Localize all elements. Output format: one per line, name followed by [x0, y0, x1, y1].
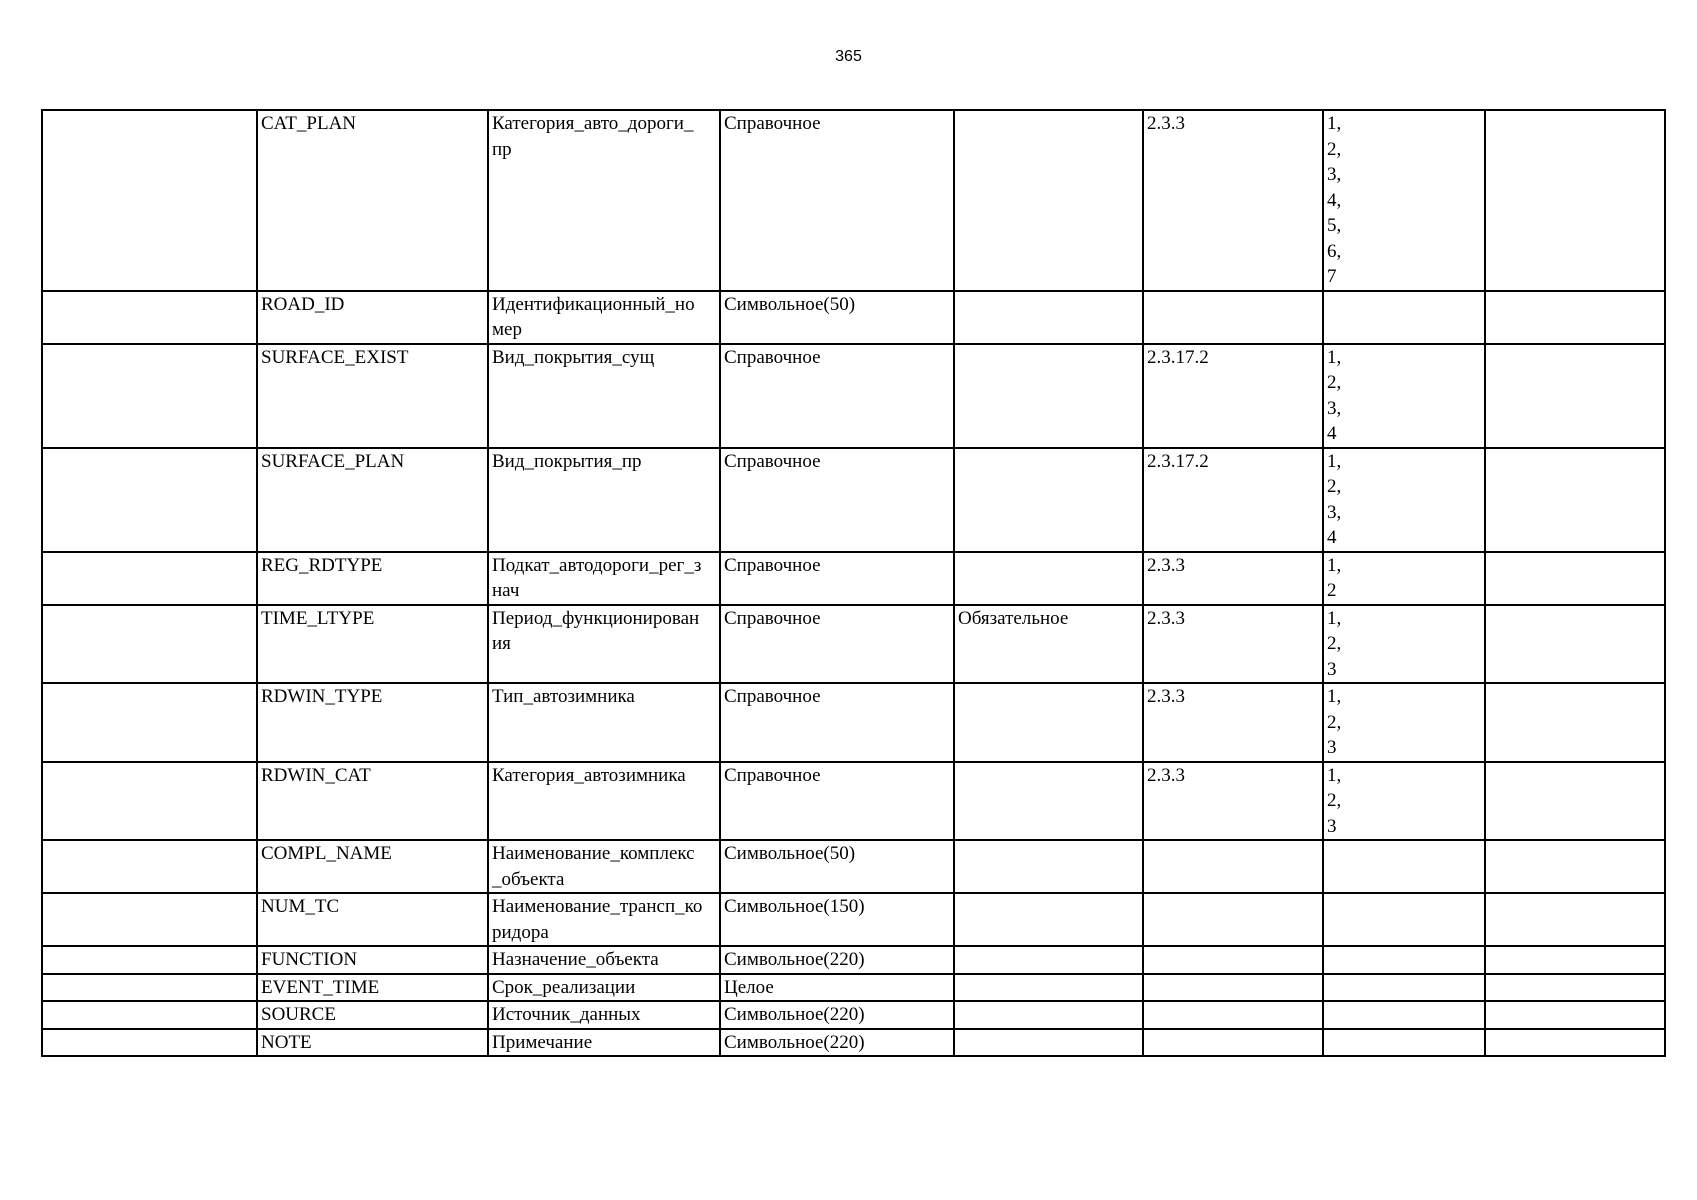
field-type-cell: Справочное: [720, 762, 954, 841]
table-row: [42, 448, 1665, 552]
field-label-cell: Период_функционирован ия: [488, 605, 720, 684]
table-row: [42, 1001, 1665, 1029]
group-cell: [42, 448, 257, 552]
table-row: [42, 893, 1665, 946]
group-cell: [42, 893, 257, 946]
page-number: 365: [835, 48, 862, 65]
field-note-cell: [1485, 946, 1665, 974]
field-note-cell: [1485, 974, 1665, 1002]
field-required-cell: [954, 344, 1143, 448]
field-required-cell: [954, 683, 1143, 762]
field-name-cell: SOURCE: [257, 1001, 488, 1029]
group-cell: [42, 291, 257, 344]
table-row: [42, 552, 1665, 605]
field-type-cell: Символьное(220): [720, 1029, 954, 1057]
field-reference-cell: [1143, 291, 1323, 344]
field-required-cell: [954, 946, 1143, 974]
table-row: [42, 946, 1665, 974]
field-name-cell: ROAD_ID: [257, 291, 488, 344]
table-row: [42, 1029, 1665, 1057]
field-values-cell: 1, 2, 3: [1323, 762, 1485, 841]
field-reference-cell: [1143, 893, 1323, 946]
field-label-cell: Вид_покрытия_сущ: [488, 344, 720, 448]
field-type-cell: Справочное: [720, 344, 954, 448]
field-label-cell: Идентификационный_но мер: [488, 291, 720, 344]
field-required-cell: [954, 893, 1143, 946]
field-required-cell: [954, 110, 1143, 291]
field-note-cell: [1485, 344, 1665, 448]
field-label-cell: Тип_автозимника: [488, 683, 720, 762]
field-required-cell: [954, 974, 1143, 1002]
field-note-cell: [1485, 683, 1665, 762]
field-note-cell: [1485, 448, 1665, 552]
field-type-cell: Символьное(220): [720, 1001, 954, 1029]
group-cell: [42, 946, 257, 974]
field-required-cell: [954, 762, 1143, 841]
table-row: [42, 762, 1665, 841]
group-cell: [42, 605, 257, 684]
field-note-cell: [1485, 552, 1665, 605]
table-body: [42, 110, 1665, 1056]
field-reference-cell: 2.3.3: [1143, 762, 1323, 841]
field-label-cell: Примечание: [488, 1029, 720, 1057]
field-values-cell: 1, 2, 3: [1323, 605, 1485, 684]
field-label-cell: Категория_автозимника: [488, 762, 720, 841]
field-note-cell: [1485, 762, 1665, 841]
field-note-cell: [1485, 1001, 1665, 1029]
field-type-cell: Символьное(50): [720, 840, 954, 893]
table-row: [42, 974, 1665, 1002]
field-name-cell: NUM_TC: [257, 893, 488, 946]
field-name-cell: NOTE: [257, 1029, 488, 1057]
field-type-cell: Символьное(150): [720, 893, 954, 946]
field-values-cell: [1323, 1029, 1485, 1057]
field-required-cell: [954, 1001, 1143, 1029]
field-values-cell: [1323, 840, 1485, 893]
group-cell: [42, 110, 257, 291]
field-values-cell: [1323, 893, 1485, 946]
field-required-cell: [954, 448, 1143, 552]
group-cell: [42, 552, 257, 605]
field-values-cell: 1, 2, 3, 4, 5, 6, 7: [1323, 110, 1485, 291]
table-row: [42, 605, 1665, 684]
field-label-cell: Срок_реализации: [488, 974, 720, 1002]
field-name-cell: RDWIN_TYPE: [257, 683, 488, 762]
field-required-cell: [954, 552, 1143, 605]
field-note-cell: [1485, 291, 1665, 344]
table-row: [42, 840, 1665, 893]
field-values-cell: 1, 2: [1323, 552, 1485, 605]
field-type-cell: Справочное: [720, 683, 954, 762]
field-label-cell: Наименование_трансп_ко ридора: [488, 893, 720, 946]
group-cell: [42, 1001, 257, 1029]
field-reference-cell: [1143, 1029, 1323, 1057]
field-note-cell: [1485, 1029, 1665, 1057]
field-name-cell: REG_RDTYPE: [257, 552, 488, 605]
field-reference-cell: [1143, 840, 1323, 893]
field-type-cell: Справочное: [720, 110, 954, 291]
field-values-cell: 1, 2, 3, 4: [1323, 344, 1485, 448]
group-cell: [42, 840, 257, 893]
field-label-cell: Наименование_комплекс _объекта: [488, 840, 720, 893]
table-row: [42, 291, 1665, 344]
group-cell: [42, 344, 257, 448]
field-reference-cell: 2.3.17.2: [1143, 344, 1323, 448]
field-name-cell: SURFACE_EXIST: [257, 344, 488, 448]
field-required-cell: [954, 1029, 1143, 1057]
field-note-cell: [1485, 605, 1665, 684]
field-reference-cell: [1143, 946, 1323, 974]
group-cell: [42, 974, 257, 1002]
field-name-cell: SURFACE_PLAN: [257, 448, 488, 552]
field-values-cell: [1323, 1001, 1485, 1029]
field-values-cell: [1323, 946, 1485, 974]
field-type-cell: Символьное(220): [720, 946, 954, 974]
field-required-cell: Обязательное: [954, 605, 1143, 684]
field-label-cell: Вид_покрытия_пр: [488, 448, 720, 552]
field-note-cell: [1485, 893, 1665, 946]
field-required-cell: [954, 840, 1143, 893]
field-required-cell: [954, 291, 1143, 344]
field-type-cell: Символьное(50): [720, 291, 954, 344]
field-type-cell: Справочное: [720, 605, 954, 684]
table-row: [42, 683, 1665, 762]
field-reference-cell: 2.3.3: [1143, 110, 1323, 291]
attribute-table: [41, 109, 1666, 1057]
field-type-cell: Справочное: [720, 448, 954, 552]
group-cell: [42, 683, 257, 762]
field-reference-cell: [1143, 1001, 1323, 1029]
field-reference-cell: 2.3.17.2: [1143, 448, 1323, 552]
group-cell: [42, 762, 257, 841]
field-name-cell: CAT_PLAN: [257, 110, 488, 291]
group-cell: [42, 1029, 257, 1057]
field-reference-cell: [1143, 974, 1323, 1002]
field-label-cell: Назначение_объекта: [488, 946, 720, 974]
field-label-cell: Категория_авто_дороги_ пр: [488, 110, 720, 291]
field-name-cell: TIME_LTYPE: [257, 605, 488, 684]
field-name-cell: FUNCTION: [257, 946, 488, 974]
field-type-cell: Целое: [720, 974, 954, 1002]
field-reference-cell: 2.3.3: [1143, 605, 1323, 684]
field-values-cell: 1, 2, 3: [1323, 683, 1485, 762]
field-note-cell: [1485, 840, 1665, 893]
field-note-cell: [1485, 110, 1665, 291]
field-name-cell: RDWIN_CAT: [257, 762, 488, 841]
field-type-cell: Справочное: [720, 552, 954, 605]
field-name-cell: EVENT_TIME: [257, 974, 488, 1002]
field-reference-cell: 2.3.3: [1143, 683, 1323, 762]
table-row: [42, 110, 1665, 291]
field-label-cell: Источник_данных: [488, 1001, 720, 1029]
field-name-cell: COMPL_NAME: [257, 840, 488, 893]
table-row: [42, 344, 1665, 448]
field-label-cell: Подкат_автодороги_рег_з нач: [488, 552, 720, 605]
field-reference-cell: 2.3.3: [1143, 552, 1323, 605]
field-values-cell: [1323, 974, 1485, 1002]
field-values-cell: [1323, 291, 1485, 344]
field-values-cell: 1, 2, 3, 4: [1323, 448, 1485, 552]
